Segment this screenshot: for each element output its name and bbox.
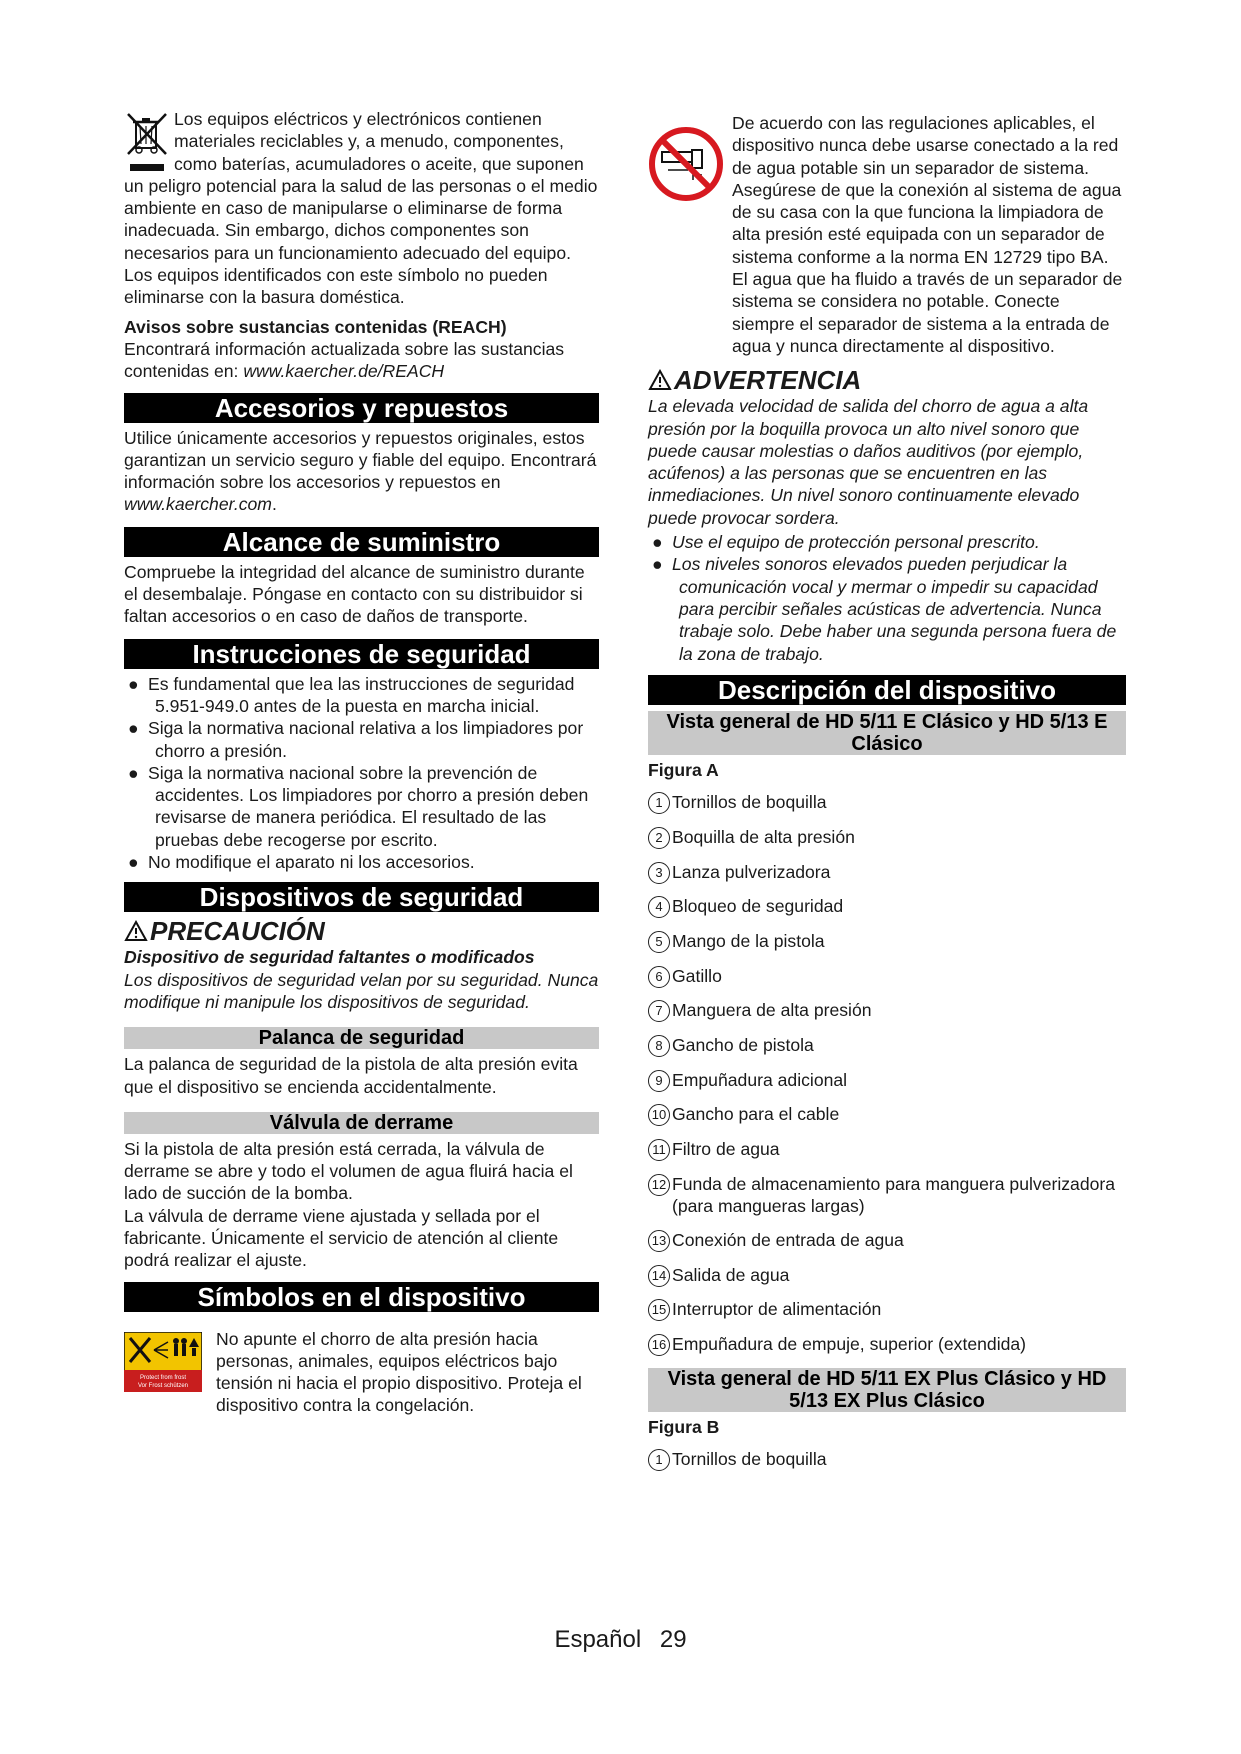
- list-item: ● No modifique el aparato ni los accesorios.: [124, 851, 599, 873]
- item-number-badge: 2: [648, 827, 670, 849]
- section-dispositivos-title: Dispositivos de seguridad: [124, 882, 599, 912]
- item-label: Manguera de alta presión: [672, 1000, 872, 1021]
- item-label: Salida de agua: [672, 1264, 790, 1285]
- advertencia-bullet-text: Los niveles sonoros elevados pueden perjudicar la comunicación vocal y mermar o impedir su capacidad para percibir señales acústicas de advertencia. Nunca trabaje solo. Debe haber una segunda persona fuera de la zona de trabajo.: [672, 554, 1117, 664]
- item-number-badge: 7: [648, 1000, 670, 1022]
- seguridad-bullet-text: Siga la normativa nacional relativa a los limpiadores por chorro a presión.: [148, 718, 584, 761]
- item-number-badge: 15: [648, 1299, 670, 1321]
- no-spray-warning-icon: [124, 1332, 202, 1392]
- left-column: [124, 108, 599, 1417]
- simbolos-text: No apunte el chorro de alta presión hacia personas, animales, equipos eléctricos bajo tensión ni hacia el propio dispositivo. Proteja el dispositivo contra la congelación.: [216, 1328, 582, 1416]
- section-descripcion-title: Descripción del dispositivo: [648, 675, 1126, 705]
- seguridad-bullet-list: [124, 673, 599, 874]
- advertencia-bullet-list: [648, 531, 1126, 665]
- item-number-badge: 8: [648, 1035, 670, 1057]
- item-label: Empuñadura de empuje, superior (extendida): [672, 1334, 1027, 1355]
- advertencia-heading: [648, 365, 1126, 395]
- list-item: ● Los niveles sonoros elevados pueden perjudicar la comunicación vocal y mermar o impedir su capacidad para percibir señales acústicas de advertencia. Nunca trabaje solo. Debe haber una segunda persona fuera de la zona de trabajo.: [648, 553, 1126, 664]
- seguridad-bullet-text: No modifique el aparato ni los accesorios.: [148, 852, 475, 873]
- nodrink-text: De acuerdo con las regulaciones aplicables, el dispositivo nunca debe usarse conectado a la red de agua potable sin un separador de sistema. Asegúrese de que la conexión al sistema de agua de su casa con la que funciona la limpiadora de alta presión esté equipada con un separador de sistema conforme a la norma EN 12729 tipo BA. El agua que ha fluido a través de un separador de sistema se considera no potable. Conecte siempre el separador de sistema a la entrada de agua y nunca directamente al dispositivo.: [732, 113, 1123, 356]
- list-item: ● Use el equipo de protección personal prescrito.: [648, 531, 1126, 553]
- list-item: [648, 1173, 1126, 1218]
- item-number-badge: 1: [648, 792, 670, 814]
- no-drinking-water-connection-icon: [648, 126, 724, 202]
- list-item: [648, 999, 1126, 1022]
- item-label: Tornillos de boquilla: [672, 792, 827, 813]
- item-label: Empuñadura adicional: [672, 1069, 848, 1090]
- list-item: [648, 1448, 1126, 1471]
- footer-language: Español: [554, 1626, 642, 1653]
- item-number-badge: 4: [648, 896, 670, 918]
- warning-triangle-icon: [124, 920, 148, 942]
- item-number-badge: 13: [648, 1230, 670, 1252]
- precaucion-title: PRECAUCIÓN: [150, 916, 325, 947]
- warning-triangle-icon: [648, 369, 672, 391]
- item-label: Mango de la pistola: [672, 930, 825, 951]
- reach-title: Avisos sobre sustancias contenidas (REACH): [124, 316, 507, 337]
- item-label: Lanza pulverizadora: [672, 861, 831, 882]
- crossed-out-wheeled-bin-icon: [124, 108, 170, 174]
- item-number-badge: 14: [648, 1265, 670, 1287]
- item-number-badge: 3: [648, 862, 670, 884]
- precaucion-heading: [124, 916, 599, 946]
- section-seguridad-title: Instrucciones de seguridad: [124, 639, 599, 669]
- precaucion-subtitle: Dispositivo de seguridad faltantes o modificados: [124, 947, 535, 968]
- item-number-badge: 10: [648, 1104, 670, 1126]
- palanca-text: La palanca de seguridad de la pistola de alta presión evita que el dispositivo se encienda accidentalmente.: [124, 1054, 578, 1097]
- weee-text: Los equipos eléctricos y electrónicos contienen materiales reciclables y, a menudo, componentes, como baterías, acumuladores o aceite, que suponen un peligro potencial para la salud de las personas o el medio ambiente en caso de manipularse o eliminarse de forma inadecuada. Sin embargo, dichos componentes son necesarios para un funcionamiento adecuado del equipo. Los equipos identificados con este símbolo no pueden eliminarse con la basura doméstica.: [124, 109, 598, 308]
- item-label: Conexión de entrada de agua: [672, 1229, 904, 1250]
- simbolos-row: [124, 1328, 599, 1417]
- list-item: [648, 1333, 1126, 1356]
- item-number-badge: 1: [648, 1449, 670, 1471]
- item-label: Gancho de pistola: [672, 1034, 814, 1055]
- list-item: [648, 791, 1126, 814]
- reach-link[interactable]: www.kaercher.de/REACH: [243, 361, 445, 382]
- list-item: [648, 861, 1126, 884]
- palanca-title: Palanca de seguridad: [124, 1027, 599, 1049]
- page-number: 29: [659, 1626, 687, 1653]
- precaucion-text: Los dispositivos de seguridad velan por su seguridad. Nunca modifique ni manipule los dispositivos de seguridad.: [124, 969, 599, 1012]
- item-number-badge: 11: [648, 1139, 670, 1161]
- item-number-badge: 16: [648, 1334, 670, 1356]
- list-item: ● Siga la normativa nacional relativa a los limpiadores por chorro a presión.: [124, 717, 599, 762]
- svg-text:Vor Frost schützen: Vor Frost schützen: [137, 1382, 189, 1389]
- accesorios-text: Utilice únicamente accesorios y repuestos originales, estos garantizan un servicio seguro y fiable del equipo. Encontrará información sobre los accesorios y repuestos en: [124, 427, 597, 493]
- list-item: [648, 1264, 1126, 1287]
- item-number-badge: 9: [648, 1070, 670, 1092]
- item-label: Tornillos de boquilla: [672, 1449, 827, 1470]
- advertencia-bullet-text: Use el equipo de protección personal prescrito.: [672, 532, 1040, 553]
- alcance-text: Compruebe la integridad del alcance de suministro durante el desembalaje. Póngase en contacto con su distribuidor si faltan accesorios o en caso de daños de transporte.: [124, 561, 585, 627]
- list-item: [648, 895, 1126, 918]
- valvula-title: Válvula de derrame: [124, 1112, 599, 1134]
- item-number-badge: 12: [648, 1174, 670, 1196]
- seguridad-bullet-text: Es fundamental que lea las instrucciones de seguridad 5.951-949.0 antes de la puesta en marcha inicial.: [148, 673, 575, 716]
- figure-a-label: Figura A: [648, 759, 719, 780]
- list-item: [648, 1103, 1126, 1126]
- list-item: [648, 826, 1126, 849]
- item-label: Interruptor de alimentación: [672, 1299, 882, 1320]
- svg-text:Protect from frost: Protect from frost: [139, 1374, 187, 1381]
- figure-b-list: [648, 1448, 1126, 1471]
- seguridad-bullet-text: Siga la normativa nacional sobre la prevención de accidentes. Los limpiadores por chorro a presión deben revisarse de manera periódica. El resultado de las pruebas debe recogerse por escrito.: [148, 762, 589, 850]
- item-number-badge: 5: [648, 931, 670, 953]
- list-item: [648, 1034, 1126, 1057]
- accesorios-paragraph: [124, 427, 599, 516]
- list-item: [648, 1298, 1126, 1321]
- accesorios-end: .: [271, 494, 277, 515]
- advertencia-text: La elevada velocidad de salida del chorro de agua a alta presión por la boquilla provoca un alto nivel sonoro que puede causar molestias o daños auditivos (por ejemplo, acúfenos) a las personas que se encuentren en las inmediaciones. Un nivel sonoro continuamente elevado puede provocar sordera.: [648, 396, 1089, 528]
- item-label: Filtro de agua: [672, 1139, 780, 1159]
- section-accesorios-title: Accesorios y repuestos: [124, 393, 599, 423]
- nodrink-notice: [648, 112, 1126, 357]
- overview-b-title: Vista general de HD 5/11 EX Plus Clásico y HD 5/13 EX Plus Clásico: [648, 1368, 1126, 1412]
- weee-notice: [124, 108, 599, 309]
- section-alcance-title: Alcance de suministro: [124, 527, 599, 557]
- list-item: ● Siga la normativa nacional sobre la prevención de accidentes. Los limpiadores por chorro a presión deben revisarse de manera periódica. El resultado de las pruebas debe recogerse por escrito.: [124, 762, 599, 851]
- list-item: [648, 1229, 1126, 1252]
- section-simbolos-title: Símbolos en el dispositivo: [124, 1282, 599, 1312]
- valvula-text-1: Si la pistola de alta presión está cerrada, la válvula de derrame se abre y todo el volumen de agua fluirá hacia el lado de succión de la bomba.: [124, 1138, 573, 1204]
- figure-b-label: Figura B: [648, 1416, 720, 1437]
- list-item: [648, 965, 1126, 988]
- reach-text: Encontrará información actualizada sobre las sustancias contenidas en:: [124, 338, 565, 382]
- list-item: ● Es fundamental que lea las instrucciones de seguridad 5.951-949.0 antes de la puesta en marcha inicial.: [124, 673, 599, 718]
- advertencia-title: ADVERTENCIA: [674, 365, 862, 396]
- figure-a-list: [648, 791, 1126, 1356]
- item-label: Gancho para el cable: [672, 1104, 840, 1125]
- item-label: Bloqueo de seguridad: [672, 896, 844, 917]
- item-label: Funda de almacenamiento para manguera pulverizadora (para mangueras largas): [672, 1173, 1116, 1216]
- overview-a-title: Vista general de HD 5/11 E Clásico y HD 5/13 E Clásico: [648, 711, 1126, 755]
- valvula-text-2: La válvula de derrame viene ajustada y sellada por el fabricante. Únicamente el servicio de atención al cliente podrá realizar el ajuste.: [124, 1205, 559, 1271]
- list-item: [648, 930, 1126, 953]
- item-number-badge: 6: [648, 966, 670, 988]
- item-label: Gatillo: [672, 965, 722, 986]
- list-item: [648, 1069, 1126, 1092]
- page-footer: [0, 1626, 1241, 1654]
- accesorios-link[interactable]: www.kaercher.com: [124, 494, 272, 515]
- right-column: [648, 112, 1126, 1483]
- list-item: [648, 1138, 1126, 1161]
- reach-paragraph: [124, 338, 599, 383]
- item-label: Boquilla de alta presión: [672, 826, 855, 847]
